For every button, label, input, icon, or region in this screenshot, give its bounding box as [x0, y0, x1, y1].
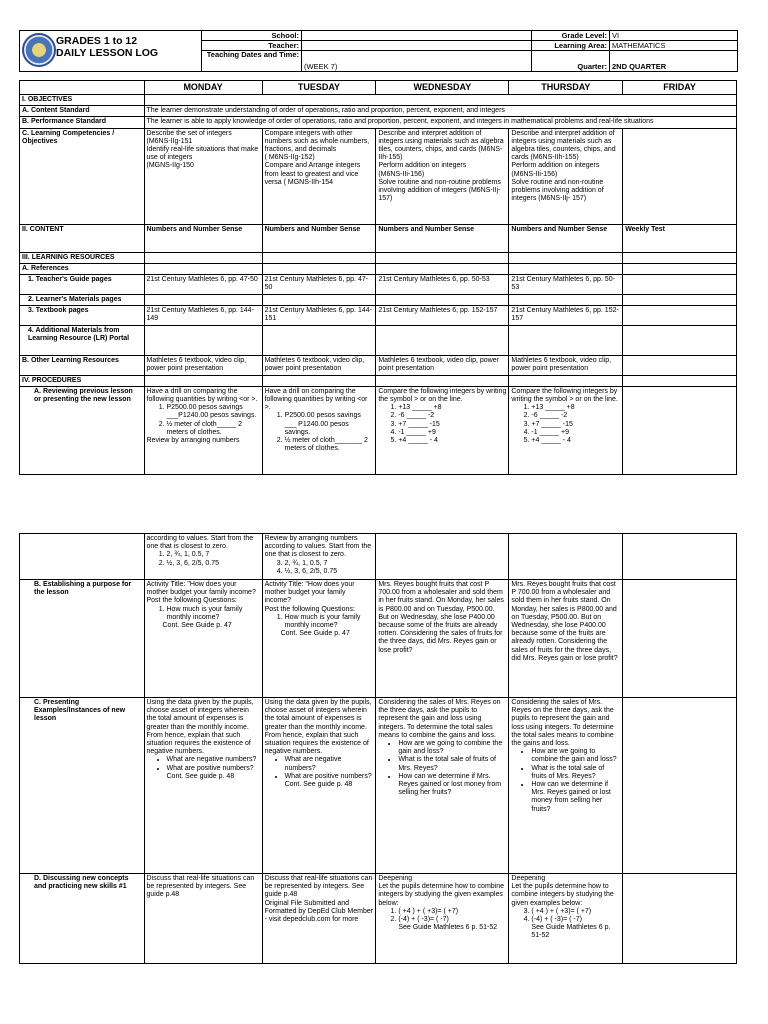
list-item: 4. (-4) + ( -3)= ( -7)	[531, 916, 620, 924]
examples-wednesday-text: Considering the sales of Mrs. Reyes on the three days, ask the pupils to represent the gain and loss using integers. To determine the total sales means to combine the gains and loss.	[378, 699, 501, 739]
examples-tuesday	[262, 698, 376, 874]
teachers-guide-label: 1. Teacher's Guide pages	[20, 275, 145, 295]
content-friday: Weekly Test	[623, 224, 737, 252]
examples-thursday-text: Considering the sales of Mrs. Reyes on the three days, ask the pupils to represent the gain and loss using integers. To determine the total sales means to combine the gains and loss.	[511, 699, 614, 748]
review-cont-label	[20, 534, 145, 580]
establishing-purpose-label: B. Establishing a purpose for the lesson	[20, 580, 145, 698]
day-friday: FRIDAY	[623, 81, 737, 95]
list-item: • What are positive numbers?	[285, 773, 374, 781]
day-thursday: THURSDAY	[509, 81, 623, 95]
list-item: 4. -1 _____ +9	[531, 429, 620, 437]
purpose-monday	[144, 580, 262, 698]
list-item: 3. +7 _____ -15	[398, 421, 506, 429]
day-header-row	[20, 81, 737, 95]
examples-monday	[144, 698, 262, 874]
purpose-tuesday-text: Activity Title: "How does your mother budget your family income? Post the following Questions:	[264, 581, 355, 613]
learning-area-label: Learning Area:	[532, 41, 610, 51]
list-item: • What is the total sale of fruits of Mrs. Reyes?	[531, 765, 620, 781]
tg-friday	[623, 275, 737, 295]
purpose-thursday: Mrs. Reyes bought fruits that cost P 700.00 from a wholesaler and sold them in her fruits stand. On Monday, her sales is P800.00 and on Tuesday, P500.00. But on Wednesday, she lose P400.00 because some of the fruits are already rotten. Considering the sales of fruits for the three days, did Mrs. Reyes gain or lose profit?	[509, 580, 623, 698]
list-item: • What are negative numbers?	[285, 756, 374, 772]
teaching-dates-label: Teaching Dates and Time:	[202, 51, 302, 72]
list-item: 5. +4 _____ - 4	[398, 437, 506, 445]
list-item: 1. +13 _____ +8	[398, 404, 506, 412]
competencies-label: C. Learning Competencies / Objectives	[20, 128, 145, 224]
list-item: 1. +13 _____ +8	[531, 404, 620, 412]
school-label: School:	[202, 31, 302, 41]
list-item: 2. ½ meter of cloth_______ 2 meters of clothes.	[285, 437, 374, 453]
discuss-thursday	[509, 874, 623, 964]
tb-thursday: 21st Century Mathletes 6, pp. 152-157	[509, 306, 623, 326]
day-wednesday: WEDNESDAY	[376, 81, 509, 95]
review-thursday	[509, 386, 623, 474]
purpose-tuesday-tail: Cont. See Guide p. 47	[280, 630, 350, 638]
list-item: 1. P2500.00 pesos savings ___ P1240.00 pesos savings.	[285, 412, 374, 437]
review-cont-monday	[144, 534, 262, 580]
review-thursday-intro: Compare the following integers by writing the symbol > or on the line.	[511, 387, 618, 404]
resources-section: III. LEARNING RESOURCES	[20, 252, 145, 263]
reviewing-label: A. Reviewing previous lesson or presenting the new lesson	[20, 386, 145, 474]
other-resources-label: B. Other Learning Resources	[20, 356, 145, 375]
purpose-tuesday	[262, 580, 376, 698]
objectives-section: I. OBJECTIVES	[20, 95, 145, 106]
review-tuesday-intro: Have a drill on comparing the following quantities by writing <or >.	[264, 387, 368, 412]
other-wednesday: Mathletes 6 textbook, video clip, power point presentation	[376, 356, 509, 375]
lesson-log-table	[19, 80, 737, 475]
objectives-empty	[144, 95, 737, 106]
competency-monday: Describe the set of integers (M6NS-IIg-151 Identify real-life situations that make use of integers (MGNS-IIg-150	[144, 128, 262, 224]
list-item: 1. P2500.00 pesos savings ___P1240.00 pesos savings.	[167, 404, 260, 420]
quarter-value: 2ND QUARTER	[610, 51, 738, 72]
day-monday: MONDAY	[144, 81, 262, 95]
competency-thursday: Describe and interpret addition of integers using materials such as algebra tiles, counters, chips, and cards (M6NS-IIh-155) Perform addition on integers (M6NS-IIi-156) Solve routine and non-routine problems involving addition of integers (M6NS-IIj- 157)	[509, 128, 623, 224]
content-tuesday: Numbers and Number Sense	[262, 224, 376, 252]
review-tuesday	[262, 386, 376, 474]
list-item: 2. ½, 3, 6, 2/5, 0.75	[167, 560, 260, 568]
grade-level-value: VI	[610, 31, 738, 41]
content-label: II. CONTENT	[20, 224, 145, 252]
list-item: 4. -1 _____ +9	[398, 429, 506, 437]
list-item: 2. -6 _____ -2	[398, 412, 506, 420]
examples-wednesday	[376, 698, 509, 874]
school-value	[302, 31, 532, 41]
examples-friday	[623, 698, 737, 874]
grade-level-label: Grade Level:	[532, 31, 610, 41]
review-wednesday	[376, 386, 509, 474]
content-monday: Numbers and Number Sense	[144, 224, 262, 252]
discuss-tuesday: Discuss that real-life situations can be represented by integers. See guide p.48 Original File Submitted and Formatted by DepEd Club Member - visit depedclub.com for more	[262, 874, 376, 964]
procedures-section: IV. PROCEDURES	[20, 375, 145, 386]
tg-thursday: 21st Century Mathletes 6, pp. 50-53	[509, 275, 623, 295]
list-item: 5. +4 _____ - 4	[531, 437, 620, 445]
tg-tuesday: 21st Century Mathletes 6, pp. 47-50	[262, 275, 376, 295]
title-line-2: DAILY LESSON LOG	[56, 47, 159, 59]
tb-tuesday: 21st Century Mathletes 6, pp. 144-151	[262, 306, 376, 326]
purpose-monday-tail: Cont. See Guide p. 47	[162, 622, 232, 630]
list-item: • What is the total sale of fruits of Mrs. Reyes?	[398, 756, 506, 772]
review-friday	[623, 386, 737, 474]
purpose-monday-text: Activity Title: "How does your mother budget your family income? Post the following Questions:	[146, 581, 256, 605]
other-tuesday: Mathletes 6 textbook, video clip, power point presentation	[262, 356, 376, 375]
content-wednesday: Numbers and Number Sense	[376, 224, 509, 252]
discuss-wednesday-tail: See Guide Mathletes 6 p. 51-52	[398, 924, 498, 932]
teaching-dates-value: (WEEK 7)	[302, 51, 532, 72]
other-thursday: Mathletes 6 textbook, video clip, power point presentation	[509, 356, 623, 375]
discuss-wednesday-text: Deepening Let the pupils determine how to combine integers by studying the given examples below:	[378, 875, 505, 907]
discuss-thursday-text: Deepening Let the pupils determine how to combine integers by studying the given examples below:	[511, 875, 614, 907]
content-standard-label: A. Content Standard	[20, 106, 145, 117]
purpose-friday	[623, 580, 737, 698]
content-thursday: Numbers and Number Sense	[509, 224, 623, 252]
discuss-monday: Discuss that real-life situations can be represented by integers. See guide p.48	[144, 874, 262, 964]
list-item: • What are negative numbers?	[167, 756, 260, 764]
competency-wednesday: Describe and interpret addition of integers using materials such as algebra tiles, counters, chips, and cards (M6NS-IIh-155) Perform addition on integers (M6NS-IIi-156) Solve routine and non-routine problems involving addition of integers (M6NS-IIj- 157)	[376, 128, 509, 224]
other-friday	[623, 356, 737, 375]
tb-wednesday: 21st Century Mathletes 6, pp. 152-157	[376, 306, 509, 326]
list-item: 3. 2, ¾, 1, 0.5, 7	[285, 560, 374, 568]
list-item: • How can we determine if Mrs. Reyes gained or lost money from selling her fruits?	[398, 773, 506, 798]
list-item: 3. +7 _____ -15	[531, 421, 620, 429]
tb-monday: 21st Century Mathletes 6, pp. 144-149	[144, 306, 262, 326]
teacher-value	[302, 41, 532, 51]
corner-cell	[20, 81, 145, 95]
header-table	[19, 30, 738, 72]
discuss-wednesday	[376, 874, 509, 964]
logo-cell	[20, 31, 202, 72]
list-item: 1. ( +4 ) + ( +3)= ( +7)	[398, 908, 506, 916]
list-item: 2. (-4) + ( -3)= ( -7)	[398, 916, 506, 924]
list-item: • How can we determine if Mrs. Reyes gained or lost money from selling her fruits?	[531, 781, 620, 814]
discuss-thursday-tail: See Guide Mathletes 6 p. 51-52	[531, 924, 611, 940]
review-cont-monday-text: according to values. Start from the one that is closest to zero.	[146, 535, 254, 551]
list-item: 2. -6 _____ -2	[531, 412, 620, 420]
tg-wednesday: 21st Century Mathletes 6, pp. 50-53	[376, 275, 509, 295]
list-item: 1. 2, ¾, 1, 0.5, 7	[167, 551, 260, 559]
textbook-pages-label: 3. Textbook pages	[20, 306, 145, 326]
competency-tuesday: Compare integers with other numbers such as whole numbers, fractions, and decimals ( M6NS-IIg-152) Compare and Arrange integers from least to greatest and vice versa ( MGNS-IIh-154	[262, 128, 376, 224]
examples-monday-tail: Cont. See guide p. 48	[166, 772, 235, 780]
purpose-wednesday: Mrs. Reyes bought fruits that cost P 700.00 from a wholesaler and sold them in her fruits stand. On Monday, her sales is P800.00 and on Tuesday, P500.00. But on Wednesday, she lose P400.00 because some of the fruits are already rotten. Considering the sales of fruits for the three days, did Mrs. Reyes gain or lose profit?	[376, 580, 509, 698]
discussing-concepts-label: D. Discussing new concepts and practicing new skills #1	[20, 874, 145, 964]
learners-materials-label: 2. Learner's Materials pages	[20, 295, 145, 306]
list-item: • What are positive numbers?	[167, 765, 260, 773]
performance-standard-text: The learner is able to apply knowledge of order of operations, ratio and proportion, percent, exponent, and integers in mathematical problems and real-life situations	[144, 117, 737, 128]
teacher-label: Teacher:	[202, 41, 302, 51]
examples-thursday	[509, 698, 623, 874]
examples-tuesday-tail: Cont. See guide p. 48	[284, 781, 353, 789]
content-standard-text: The learner demonstrate understanding of order of operations, ratio and proportion, percent, exponent, and integers	[144, 106, 737, 117]
review-cont-tuesday	[262, 534, 376, 580]
tg-monday: 21st Century Mathletes 6, pp. 47-50	[144, 275, 262, 295]
review-cont-tuesday-text: Review by arranging numbers according to values. Start from the one that is closest to zero.	[264, 535, 372, 559]
review-wednesday-intro: Compare the following integers by writing the symbol > or on the line.	[378, 387, 507, 404]
list-item: 2. ½ meter of cloth_____ 2 meters of clothes.	[167, 421, 260, 437]
list-item: 3. ( +4 ) + ( +3)= ( +7)	[531, 908, 620, 916]
review-monday-tail: Review by arranging numbers	[146, 437, 240, 445]
presenting-examples-label: C. Presenting Examples/Instances of new lesson	[20, 698, 145, 874]
examples-monday-text: Using the data given by the pupils, choose asset of integers wherein the total amount of expenses is greater than the monthly income. From hence, explain that such situation requires the existence of negative numbers.	[146, 699, 254, 756]
references-label: A. References	[20, 263, 145, 274]
learning-area-value: MATHEMATICS	[610, 41, 738, 51]
competency-friday	[623, 128, 737, 224]
list-item: • How are we going to combine the gain and loss?	[398, 740, 506, 756]
performance-standard-label: B. Performance Standard	[20, 117, 145, 128]
list-item: 1. How much is your family monthly income?	[285, 614, 374, 630]
additional-materials-label: 4. Additional Materials from Learning Resource (LR) Portal	[20, 326, 145, 356]
lesson-log-table-continued	[19, 533, 737, 964]
day-tuesday: TUESDAY	[262, 81, 376, 95]
discuss-friday	[623, 874, 737, 964]
review-monday-intro: Have a drill on comparing the following quantities by writing <or >.	[146, 387, 258, 404]
review-monday	[144, 386, 262, 474]
examples-tuesday-text: Using the data given by the pupils, choose asset of integers wherein the total amount of expenses is greater than the monthly income. From hence, explain that such situation requires the existence of negative numbers.	[264, 699, 372, 756]
list-item: • How are we going to combine the gain and loss?	[531, 748, 620, 764]
list-item: 1. How much is your family monthly income?	[167, 606, 260, 622]
tb-friday	[623, 306, 737, 326]
list-item: 4. ½, 3, 6, 2/5, 0.75	[285, 568, 374, 576]
quarter-label: Quarter:	[532, 51, 610, 72]
title-line-1: GRADES 1 to 12	[56, 35, 138, 47]
other-monday: Mathletes 6 textbook, video clip, power point presentation	[144, 356, 262, 375]
